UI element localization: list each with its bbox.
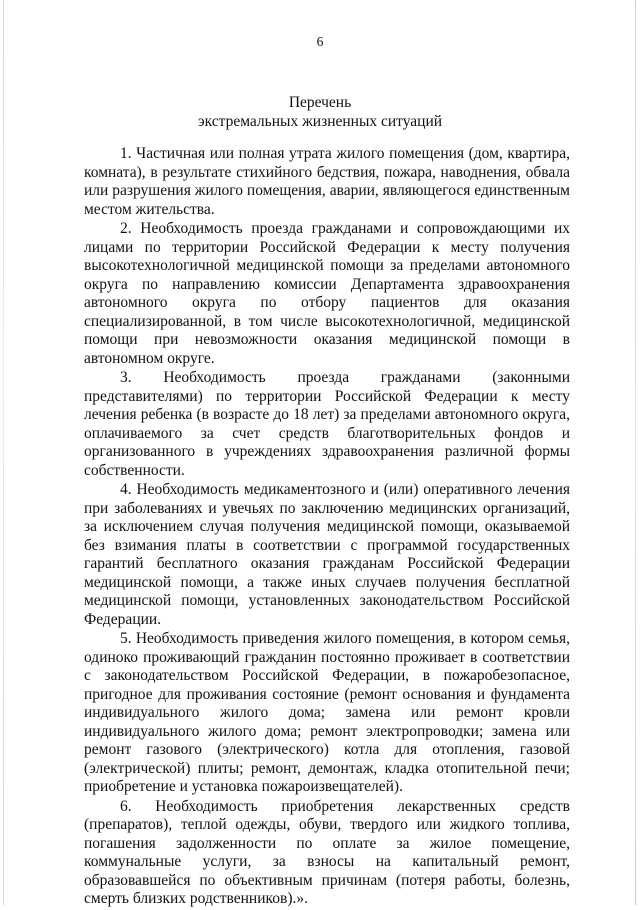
list-item-4: 4. Необходимость медикаментозного и (или) оперативного лечения при заболеваниях и увечьях по заключению медицинских организаций, за исключением случая получения медицинской помощи, оказываемой без взимания платы в соответствии с программой государственных гарантий бесплатного оказания гражданам Российской Федерации медицинской помощи, а также иных случаев получения бесплатной медицинской помощи, установленных законодательством Российской Федерации. — [84, 481, 570, 628]
title-line-2: экстремальных жизненных ситуаций — [197, 113, 443, 130]
list-item-3: 3. Необходимость проезда гражданами (законными представителями) по территории Российской Федерации к месту лечения ребенка (в возрасте до 18 лет) за пределами автономного округа, оплачиваемого за счет средств благотворительных фондов и организованного в учреждениях здравоохранения различной формы собственности. — [84, 369, 570, 479]
title-line-1: Перечень — [288, 94, 352, 111]
list-item-1: 1. Частичная или полная утрата жилого помещения (дом, квартира, комната), в результате стихийного бедствия, пожара, наводнения, обвала или разрушения жилого помещения, аварии, являющегося единственным местом жительства. — [84, 145, 570, 218]
page-edge-right — [635, 0, 636, 905]
page-edge-left — [3, 0, 4, 905]
page-number: 6 — [316, 34, 324, 49]
list-item-5: 5. Необходимость приведения жилого помещения, в котором семья, одиноко проживающий гражданин постоянно проживает в соответствии с законодательством Российской Федерации, в пожаробезопасное, пригодное для проживания состояние (ремонт основания и фундамента индивидуального жилого дома; замена или ремонт кровли индивидуального жилого дома; ремонт электропроводки; замена или ремонт газового (электрического) котла для отопления, газовой (электрической) плиты; ремонт, демонтаж, кладка отопительной печи; приобретение и установка пожароизвещателей). — [84, 630, 570, 795]
document-title — [0, 93, 640, 131]
list-body — [84, 145, 570, 910]
list-item-6: 6. Необходимость приобретения лекарственных средств (препаратов), теплой одежды, обуви, твердого или жидкого топлива, погашения задолженности по оплате за жилое помещение, коммунальные услуги, за взносы на капитальный ремонт, образовавшейся по объективным причинам (потеря работы, болезнь, смерть близких родственников).». — [84, 797, 570, 907]
list-item-2: 2. Необходимость проезда гражданами и сопровождающими их лицами по территории Российской Федерации к месту получения высокотехнологичной медицинской помощи за пределами автономного округа по направлению комиссии Департамента здравоохранения автономного округа по отбору пациентов для оказания специализированной, в том числе высокотехнологичной, медицинской помощи при невозможности оказания медицинской помощи в автономном округе. — [84, 220, 570, 367]
